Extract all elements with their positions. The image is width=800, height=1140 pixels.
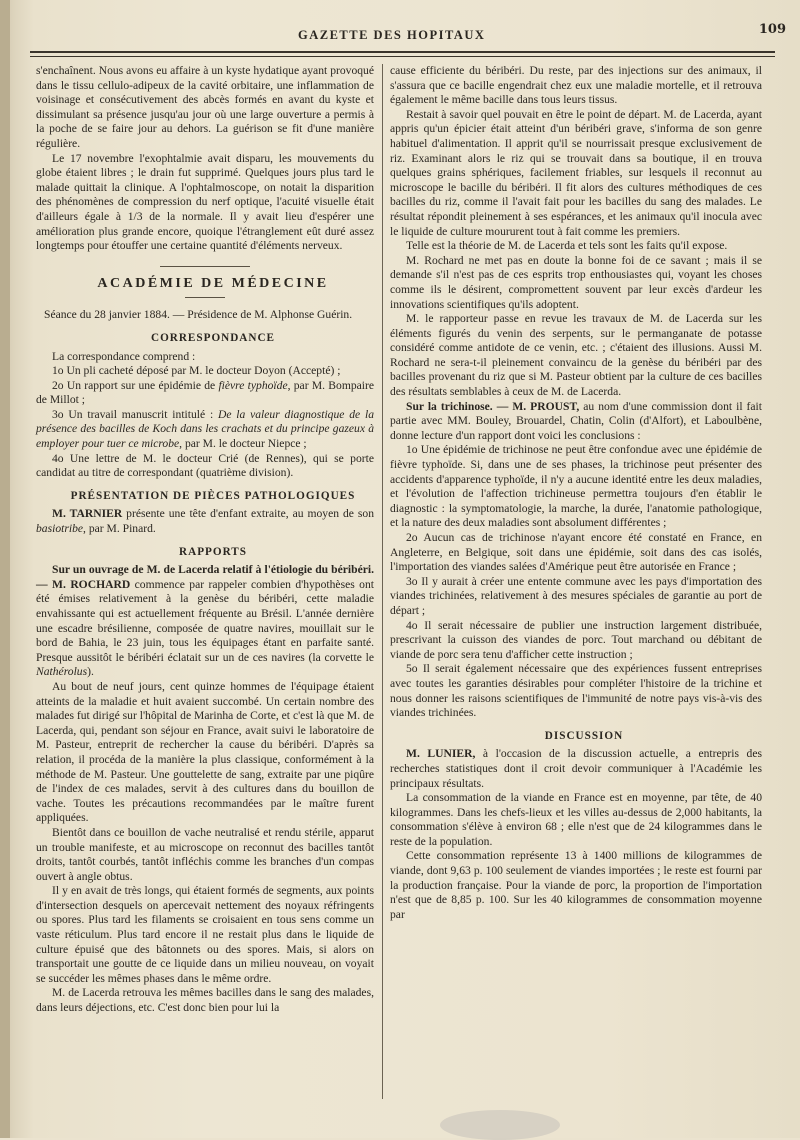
left-column bbox=[36, 64, 374, 1016]
text-run: au nom d'une commission dont il fait partie avec MM. Bouley, Brouardel, Chatin, Colin (d'Alfort), et Laboulbène, donne lecture d'un rapport dont voici les conclusions : bbox=[390, 399, 763, 442]
header-rule-thick bbox=[30, 51, 775, 53]
report-lead: Sur la trichinose. — M. PROUST, bbox=[406, 399, 580, 413]
report-lead: Sur un ouvrage de M. de Lacerda relatif à l'étiologie du béribéri. — M. ROCHARD bbox=[36, 563, 374, 591]
text-run: ). bbox=[87, 665, 94, 679]
list-item bbox=[36, 379, 374, 408]
text-run: 3o Un travail manuscrit intitulé : bbox=[52, 407, 218, 421]
list-item: 2o Aucun cas de trichinose n'ayant encore été constaté en France, en Angleterre, en Belgique, soit dans une épidémie, soit dans des cas isolés, l'importation des viandes salées d'Amérique peut être autorisée en France ; bbox=[390, 531, 762, 574]
text-run: commence par rappeler combien d'hypothèses ont été émises relativement à la genèse du béribéri, cette maladie envahissante qui est actuellement fréquente au Brésil. L'année dernière une escadre brésilienne, composée de quatre navires, mouillait sur le bord de Bahia, le 23 juin, tous les équipages étant en parfaite santé. Presque aussitôt le béribéri éclatait sur un de ces navires (la corvette le bbox=[36, 577, 374, 664]
paragraph: M. de Lacerda retrouva les mêmes bacilles dans le sang des malades, dans leurs déjections, etc. C'est donc bien pour lui la bbox=[36, 986, 374, 1015]
paragraph bbox=[390, 747, 762, 791]
seance-line: Séance du 28 janvier 1884. — Présidence de M. Alphonse Guérin. bbox=[44, 308, 353, 322]
text-run: , par M. Pinard. bbox=[83, 522, 156, 536]
italic-run: Nathérolus bbox=[36, 665, 88, 679]
column-divider bbox=[382, 64, 383, 1099]
paragraph: M. le rapporteur passe en revue les travaux de M. de Lacerda sur les éléments figurés du venin des serpents, sur le permanganate de potasse considéré comme antidote de ce venin, etc. ; c'étaient des illusions. Aussi M. Rochard ne sera-t-il pleinement convaincu de la genèse du béribéri par des bacilles provenant du riz que si M. Pasteur obtient par la culture de ces bacilles des résultats semblables à ceux de M. de Lacerda. bbox=[390, 312, 762, 399]
academie-heading: ACADÉMIE DE MÉDECINE bbox=[97, 275, 329, 291]
paragraph: M. Rochard ne met pas en doute la bonne foi de ce savant ; mais il se demande s'il n'est pas de ces esprits trop enthousiastes qui, voyant les choses comme ils le désirent, compromettent souvent par leur excès d'ardeur les innovations scientifiques qu'ils adoptent. bbox=[390, 253, 762, 311]
paragraph: Bientôt dans ce bouillon de vache neutralisé et rendu stérile, apparut un trouble manifeste, et au microscope on reconnut des bacilles tantôt droits, tantôt courbés, tantôt infléchis comme les branches d'un compas ouvert à angle obtus. bbox=[36, 825, 374, 883]
list-item: 4o Il serait nécessaire de publier une instruction largement distribuée, prescrivant la cuisson des viandes de porc. Tout marchand ou débitant de viande de porc sera tenu d'afficher cette instruction ; bbox=[390, 618, 762, 661]
paragraph bbox=[36, 563, 374, 680]
section-separator bbox=[160, 266, 250, 267]
paragraph: Telle est la théorie de M. de Lacerda et tels sont les faits qu'il expose. bbox=[406, 239, 728, 253]
paragraph: La consommation de la viande en France est en moyenne, par tête, de 40 kilogrammes. Dans les chefs-lieux et les villes au-dessus de 2,000 habitants, la consommation s'élève à environ 68 ; elle n'est que de 24 kilogrammes dans le reste de la population. bbox=[390, 791, 762, 848]
text-run: 2o Un rapport sur une épidémie de bbox=[52, 378, 219, 392]
text-run: , par M. Bompaire de Millot ; bbox=[36, 378, 375, 407]
paragraph: Le 17 novembre l'exophtalmie avait disparu, les mouvements du globe étaient libres ; le drain fut supprimé. Quelques jours plus tard le malade quittait la clinique. A l'ophtalmoscope, on notait la disparition des phénomènes de compression du nerf optique, l'acuité visuelle était d'ailleurs égale à 1/3 de la normale. Il y avait lieu d'espérer une amélioration plus grande encore, quoique l'étranglement eût duré assez longtemps pour étouffer une certaine quantité d'éléments nerveux. bbox=[36, 151, 374, 253]
paper-stain bbox=[440, 1110, 560, 1140]
page-binding-edge bbox=[0, 0, 10, 1138]
presentation-heading: PRÉSENTATION DE PIÈCES PATHOLOGIQUES bbox=[70, 489, 356, 502]
paragraph: s'enchaînent. Nous avons eu affaire à un kyste hydatique ayant provoqué dans le tissu cellulo-adipeux de la cavité orbitaire, une inflammation de voisinage et consécutivement des abcès formés en avant du kyste et dissimulant sa présence jusqu'au jour où une large ouverture a permis à la poche de se faire jour au dehors. La guérison se fit d'une manière régulière. bbox=[36, 64, 374, 150]
paragraph: Au bout de neuf jours, cent quinze hommes de l'équipage étaient atteints de la maladie et huit avaient succombé. Un certain nombre des malades fut dirigé sur l'hôpital de Marinha de Corte, et c'est là que M. de Lacerda, qui, pendant son séjour en France, avait suivi le laboratoire de M. Pasteur, entreprit de rechercher la cause du béribéri. D'après sa relation, il procéda de la manière la plus classique, conformément à la méthode de M. Pasteur. Une gouttelette de sang, extraite par une piqûre de l'index de ces malades, servit à des cultures dans du bouillon de vache. Toutes les précautions recommandées par le maître furent appliquées. bbox=[36, 679, 374, 825]
paragraph: Cette consommation représente 13 à 1400 millions de kilogrammes de viande, dont 9,63 p. 100 seulement de viandes importées ; le reste est fourni par la production française. Pour la viande de porc, la proportion de l'importation n'est que de 8,85 p. 100. Sur les 40 kilogrammes de consommation moyenne par bbox=[390, 849, 762, 921]
speaker-name: M. TARNIER bbox=[52, 507, 123, 521]
right-column bbox=[390, 64, 762, 922]
paragraph: Restait à savoir quel pouvait en être le point de départ. M. de Lacerda, ayant appris qu'un épicier était atteint d'un béribéri grave, s'informa de son genre habituel d'alimentation. Il apprit qu'il se nourrissait presque exclusivement de riz. Examinant alors le riz qui se trouvait dans sa boutique, il en trouva quelques grains sphériques, facilement friables, sur lesquels il reconnut au microscope le bacille du béribéri. Il fit alors des cultures méthodiques de ces bacilles du riz, comme il l'avait fait pour les bacilles du sang des malades. Le résultat répondit pleinement à ses espérances, et les animaux qu'il inocula avec le liquide de culture moururent tout à fait comme les premiers. bbox=[390, 107, 762, 238]
text-run: présente une tête d'enfant extraite, au moyen de son bbox=[122, 507, 374, 521]
header-rule-thin bbox=[30, 56, 775, 57]
heading-underline bbox=[185, 297, 225, 298]
italic-run: De la valeur diagnostique de la présence des bacilles de Koch dans les crachats et du principe gazeux à employer pour tuer ce microbe bbox=[36, 407, 374, 451]
correspondance-heading: CORRESPONDANCE bbox=[150, 331, 276, 344]
speaker-name: M. LUNIER, bbox=[406, 747, 476, 761]
rapports-heading: RAPPORTS bbox=[179, 545, 247, 558]
paragraph bbox=[36, 507, 374, 536]
list-item: 1o Une épidémie de trichinose ne peut être confondue avec une épidémie de fièvre typhoïde. Si, dans une de ses phases, la trichinose peut présenter des accidents d'apparence typhoïde, il n'y a aucune identité entre les deux maladies, et l'évolution de l'affection trichineuse permettra toujours d'en établir le diagnostic : la symptomatologie, la marche, la durée, l'anatomie pathologique, et la nature des deux maladies sont absolument différentes ; bbox=[390, 443, 762, 530]
paragraph: La correspondance comprend : bbox=[52, 349, 196, 363]
paragraph bbox=[390, 400, 762, 444]
italic-run: basiotribe bbox=[36, 522, 84, 536]
list-item: 1o Un pli cacheté déposé par M. le docteur Doyon (Accepté) ; bbox=[52, 364, 341, 378]
running-title: GAZETTE DES HOPITAUX bbox=[298, 28, 486, 42]
text-run: à l'occasion de la discussion actuelle, a entrepris des recherches statistiques dont il croit devoir communiquer à l'Académie les principaux résultats. bbox=[390, 747, 763, 790]
list-item: 5o Il serait également nécessaire que des expériences fussent entreprises avec toutes les garanties désirables pour compléter l'histoire de la trichine et nous donner les raisons scientifiques de l'immunité de notre pays vis-à-vis des viandes trichinées. bbox=[390, 662, 762, 720]
text-run: , par M. le docteur Niepce ; bbox=[179, 437, 307, 451]
list-item bbox=[36, 408, 374, 452]
discussion-heading: DISCUSSION bbox=[544, 729, 624, 742]
list-item: 3o Il y aurait à créer une entente commune avec les pays d'importation des viandes trichinées, relativement à des mesures spéciales de garantie au port de départ ; bbox=[390, 574, 762, 617]
italic-run: fièvre typhoïde bbox=[218, 378, 288, 392]
paragraph: Il y en avait de très longs, qui étaient formés de segments, aux points d'intersection desquels on apercevait nettement des noyaux réfringents ou spores. Plus tard les filaments se croisaient en tous sens comme un vaste réticulum. Plus tard encore il ne restait plus dans le liquide de culture épuisé que des bâtonnets ou des spores. Mais, si alors on transportait une goutte de ce liquide dans un milieu nouveau, on voyait se succéder les mêmes phases dans le même ordre. bbox=[36, 884, 374, 985]
paragraph: cause efficiente du béribéri. Du reste, par des injections sur des animaux, il s'assura que ce bacille engendrait chez eux une maladie mortelle, et il retrouva également le même bacille dans tous leurs tissus. bbox=[390, 64, 762, 107]
page-number: 109 bbox=[758, 22, 786, 37]
list-item: 4o Une lettre de M. le docteur Crié (de Rennes), qui se porte candidat au titre de correspondant (quatrième division). bbox=[36, 451, 374, 480]
